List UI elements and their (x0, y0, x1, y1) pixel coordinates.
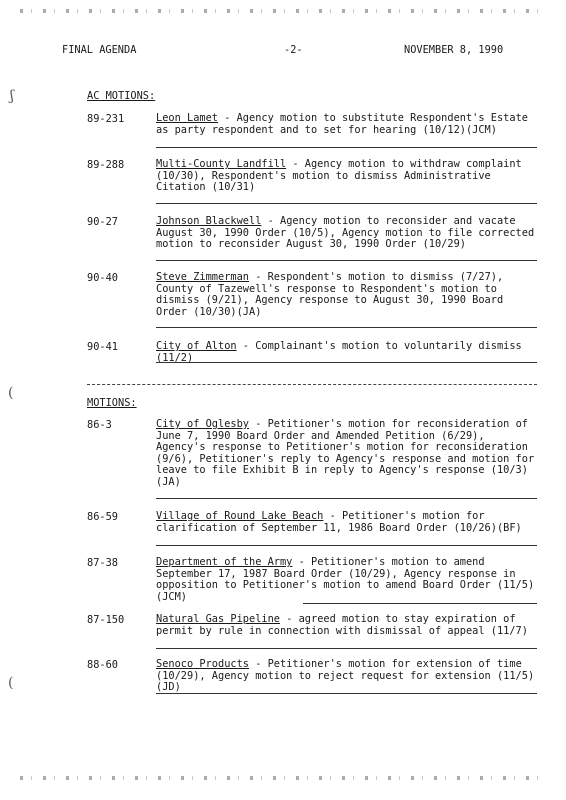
case-name: Natural Gas Pipeline (156, 613, 280, 625)
case-number: 87-150 (87, 614, 125, 626)
item-text: - Agency motion to substitute Respondent's Estate as party respondent and to set for hearing (10/12)(JCM) (156, 112, 535, 136)
rule-line (156, 327, 537, 328)
page-number: -2- (284, 44, 303, 56)
case-name: Village of Round Lake Beach (156, 510, 324, 522)
margin-mark: ( (8, 675, 14, 691)
item-description (156, 659, 538, 694)
case-number: 87-38 (87, 557, 118, 569)
rule-line (156, 147, 537, 148)
item-text: - Complainant's motion to voluntarily dismiss (11/2) (156, 340, 528, 364)
item-description (156, 159, 538, 194)
case-name: Department of the Army (156, 556, 293, 568)
agenda-item (87, 341, 542, 367)
agenda-item (87, 272, 542, 330)
rule-line (156, 648, 537, 649)
rule-line (156, 693, 537, 694)
case-name: Multi-County Landfill (156, 158, 287, 170)
agenda-item (87, 419, 542, 501)
case-number: 90-27 (87, 216, 118, 228)
rule-line (156, 260, 537, 261)
ac-motions-heading: AC MOTIONS: (87, 90, 156, 102)
header-date: NOVEMBER 8, 1990 (404, 44, 504, 56)
item-description (156, 614, 538, 637)
case-name: Steve Zimmerman (156, 271, 249, 283)
item-text: - Agency motion to reconsider and vacate August 30, 1990 Order (10/5), Agency motion to file corrected motion to reconsider August 30, 1990 Order (10/29) (156, 215, 541, 250)
rule-line (303, 603, 537, 604)
item-text: - Petitioner's motion for reconsideration of June 7, 1990 Board Order and Amended Petition (6/29), Agency's response to Petitioner's motion for reconsideration (9/6), Petitioner's reply to Agency's response and motion for leave to file Exhibit B in reply to Agency's response (10/3)(JA) (156, 418, 541, 488)
agenda-item (87, 216, 542, 266)
agenda-item (87, 557, 542, 607)
agenda-item (87, 659, 542, 699)
case-number: 86-59 (87, 511, 118, 523)
case-name: Johnson Blackwell (156, 215, 262, 227)
case-name: City of Oglesby (156, 418, 249, 430)
case-number: 90-41 (87, 341, 118, 353)
scan-noise-bottom (20, 776, 546, 780)
rule-line (156, 545, 537, 546)
item-description (156, 113, 538, 136)
margin-mark: ( (8, 385, 14, 401)
case-number: 89-288 (87, 159, 125, 171)
section-divider (87, 384, 537, 385)
item-text: - Agency motion to withdraw complaint (10/30), Respondent's motion to dismiss Administrative Citation (10/31) (156, 158, 528, 193)
rule-line (156, 203, 537, 204)
case-name: Leon Lamet (156, 112, 218, 124)
item-description (156, 341, 538, 364)
scan-noise-top (20, 9, 546, 13)
item-text: - Petitioner's motion to amend September 17, 1987 Board Order (10/29), Agency response in opposition to Petitioner's motion to amend Board Order (11/5)(JCM) (156, 556, 535, 603)
agenda-item (87, 511, 542, 549)
case-number: 89-231 (87, 113, 125, 125)
item-description (156, 557, 538, 603)
rule-line (156, 362, 537, 363)
item-text: - Petitioner's motion for extension of time (10/29), Agency motion to reject request for extension (11/5)(JD) (156, 658, 535, 693)
header-title: FINAL AGENDA (62, 44, 137, 56)
case-name: City of Alton (156, 340, 237, 352)
margin-mark: ʃ (10, 88, 14, 104)
case-name: Senoco Products (156, 658, 249, 670)
item-text: - agreed motion to stay expiration of permit by rule in connection with dismissal of appeal (11/7) (156, 613, 528, 637)
page-header (62, 44, 526, 58)
case-number: 88-60 (87, 659, 118, 671)
agenda-item (87, 614, 542, 654)
motions-heading: MOTIONS: (87, 397, 137, 409)
item-text: - Respondent's motion to dismiss (7/27), County of Tazewell's response to Respondent's motion to dismiss (9/21), Agency response to August 30, 1990 Board Order (10/30)(JA) (156, 271, 510, 318)
rule-line (156, 498, 537, 499)
case-number: 90-40 (87, 272, 118, 284)
item-text: - Petitioner's motion for clarification of September 11, 1986 Board Order (10/26)(BF) (156, 510, 522, 534)
agenda-item (87, 113, 542, 153)
case-number: 86-3 (87, 419, 112, 431)
item-description (156, 418, 541, 488)
item-description (156, 215, 541, 251)
item-description (156, 511, 538, 534)
item-description (156, 272, 538, 318)
agenda-item (87, 159, 542, 207)
